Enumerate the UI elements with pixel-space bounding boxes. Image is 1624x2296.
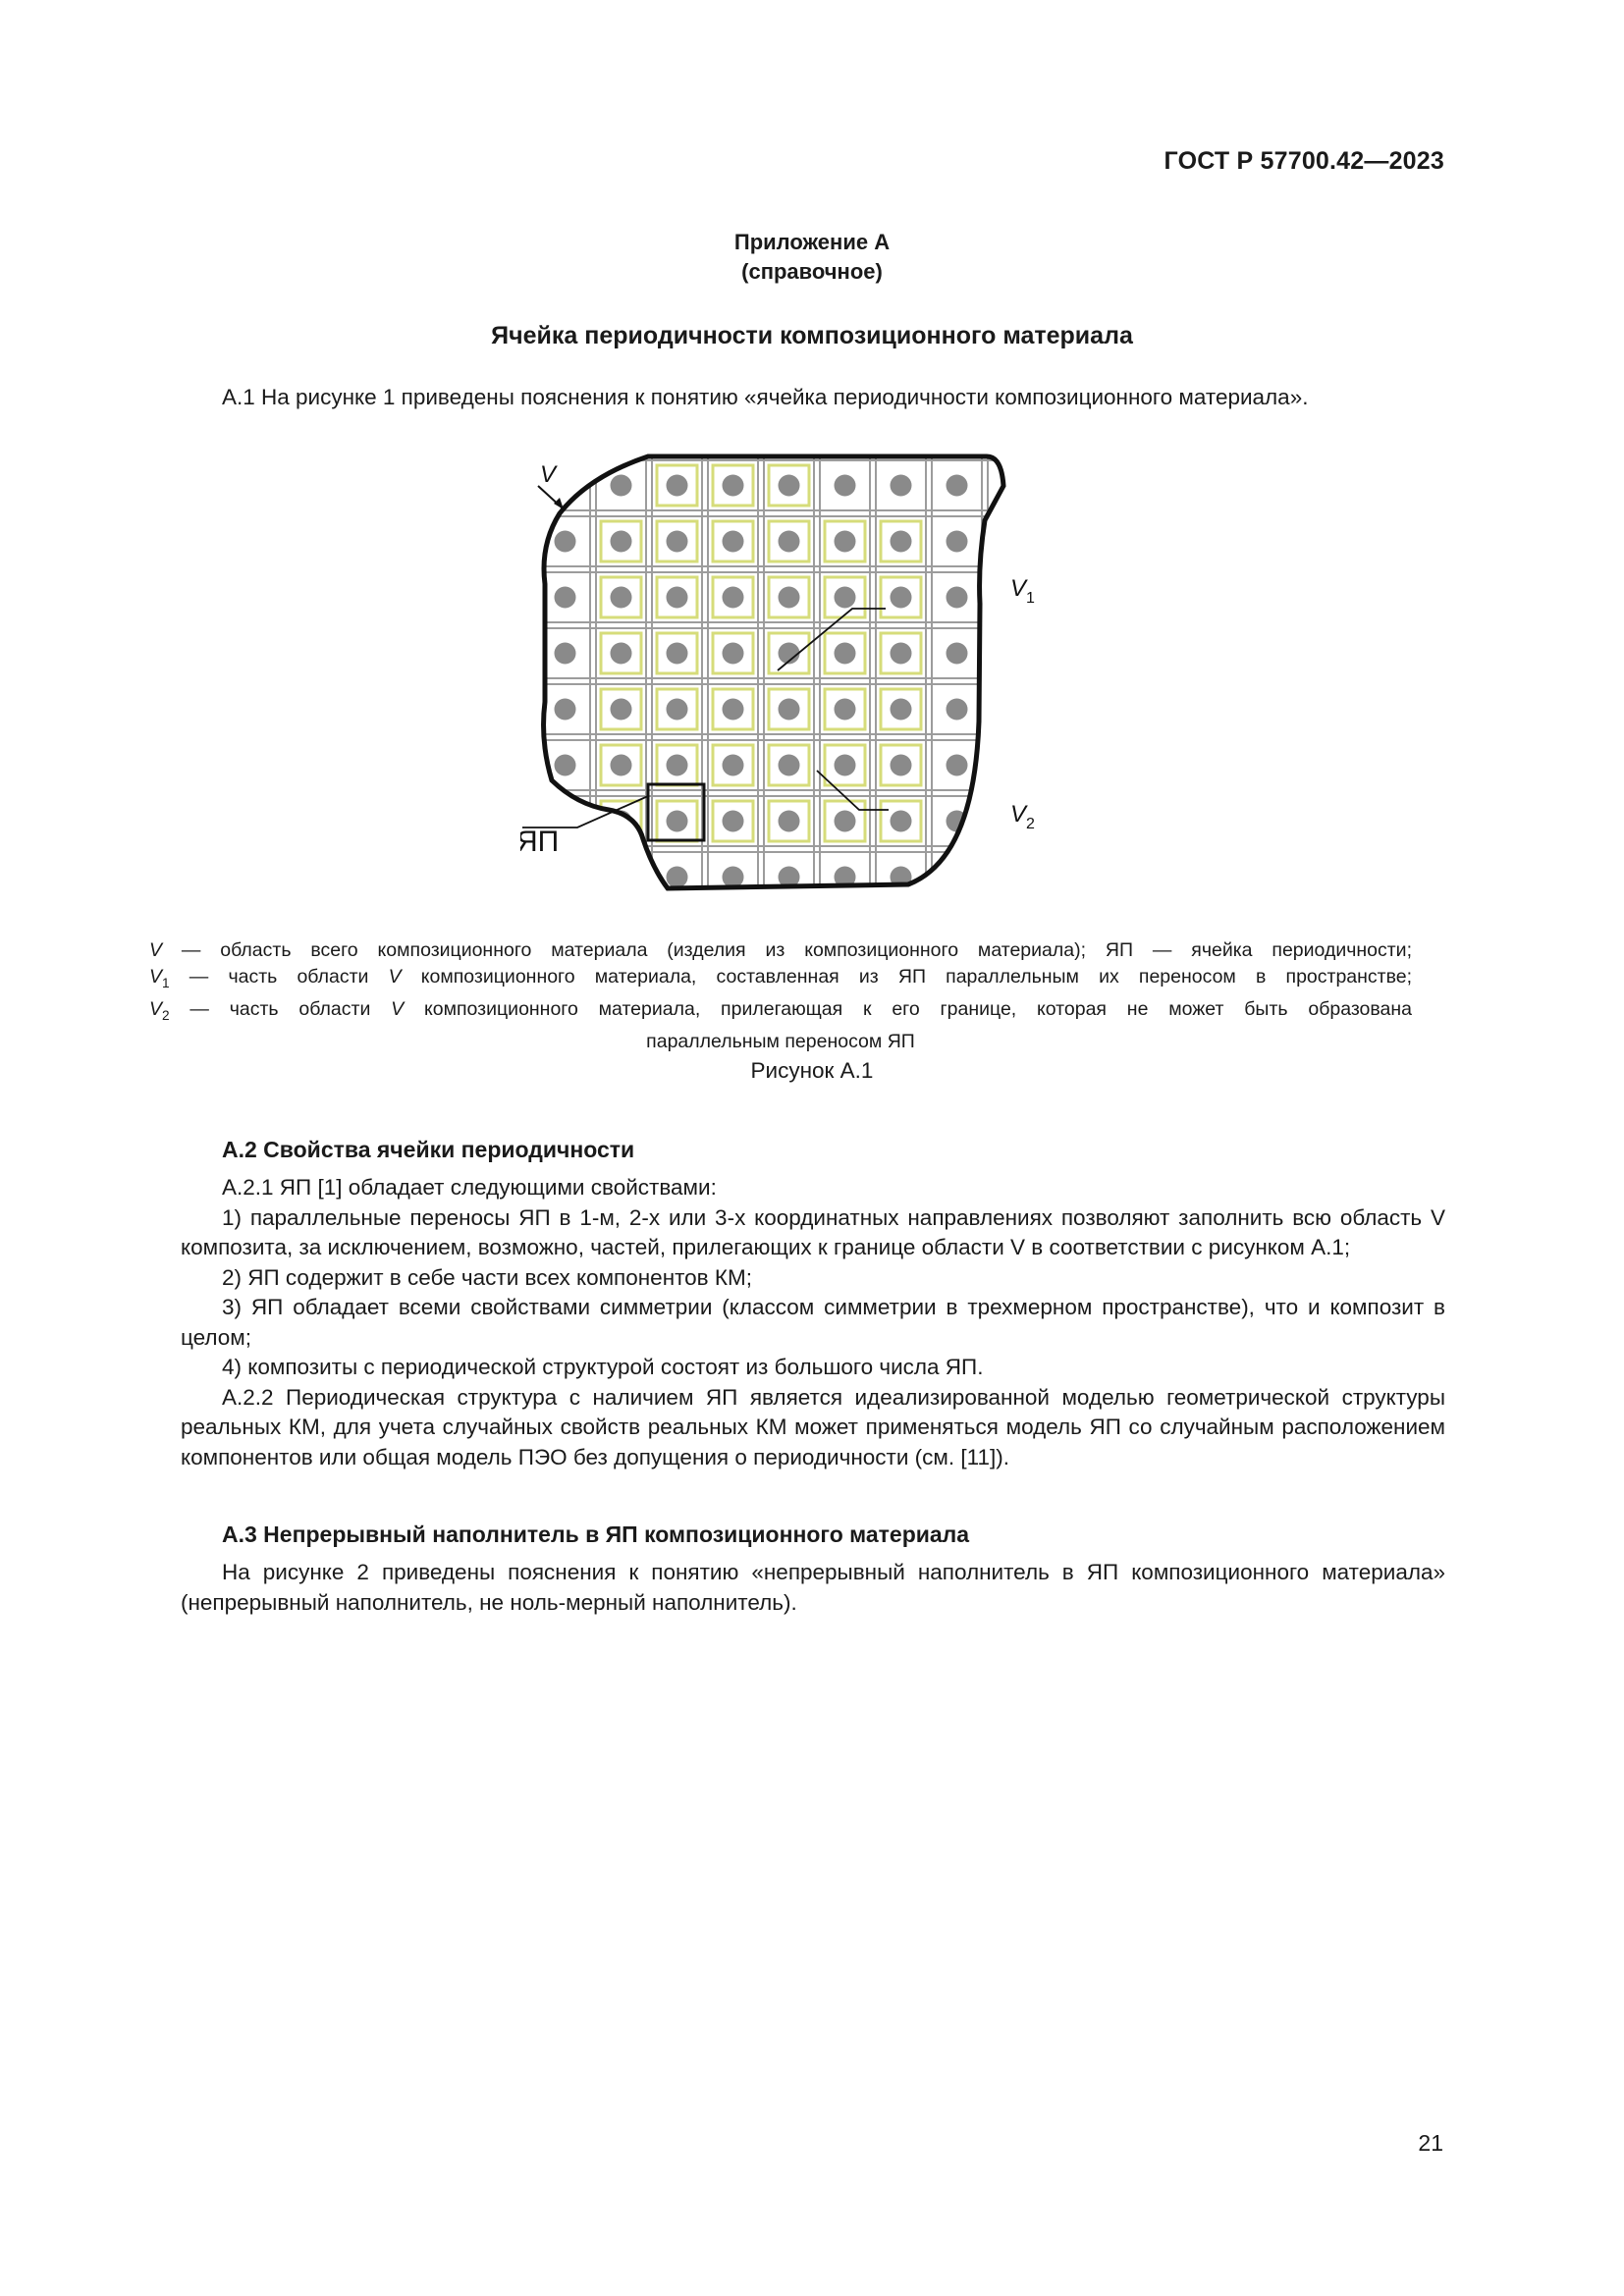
- caption-line-3: [149, 996, 1412, 1029]
- particle: [611, 587, 632, 609]
- particle: [947, 867, 968, 888]
- particle: [667, 699, 688, 721]
- caption-line-1: [149, 937, 1412, 964]
- caption-symbol-v: V: [149, 939, 163, 961]
- particle: [1002, 643, 1024, 665]
- particle: [667, 867, 688, 888]
- particle: [947, 643, 968, 665]
- intro-paragraph: А.1 На рисунке 1 приведены пояснения к понятию «ячейка периодичности композиционного материала».: [222, 385, 1309, 409]
- particle: [947, 475, 968, 497]
- label-v2-subscript: 2: [1026, 816, 1035, 832]
- a2-paragraph-6: А.2.2 Периодическая структура с наличием ЯП является идеализированной моделью геометрической структуры реальных КМ, для учета случайных свойств реальных КМ может применяться модель ЯП со случайным расположением компонентов или общая модель ПЭО без допущения о периодичности (см. [11]).: [181, 1384, 1445, 1469]
- particle: [835, 475, 856, 497]
- caption-sub-2: 2: [162, 1007, 170, 1023]
- particle: [555, 587, 576, 609]
- a2-paragraph-5: 4) композиты с периодической структурой состоят из большого числа ЯП.: [222, 1355, 984, 1379]
- particle: [891, 643, 912, 665]
- label-v1-symbol: V: [1010, 575, 1027, 602]
- particle: [891, 755, 912, 776]
- section-a2-body: [181, 1173, 1445, 1472]
- particle: [835, 699, 856, 721]
- particle: [1002, 699, 1024, 721]
- particle: [667, 531, 688, 553]
- appendix-heading: [0, 228, 1624, 287]
- material-grid: [520, 447, 1051, 908]
- figure-title: Рисунок А.1: [750, 1058, 874, 1083]
- particle: [779, 811, 800, 832]
- caption-text-3b: композиционного материала, прилегающая к его границе, которая не может быть образована: [404, 997, 1412, 1020]
- particle: [555, 643, 576, 665]
- figure-a1: [520, 447, 1051, 908]
- particle: [611, 867, 632, 888]
- particle: [779, 755, 800, 776]
- caption-line-4: параллельным переносом ЯП: [646, 1031, 915, 1053]
- caption-text-2b: композиционного материала, составленная из ЯП параллельным их переносом в пространстве;: [401, 965, 1412, 988]
- particle: [667, 587, 688, 609]
- particle: [723, 643, 744, 665]
- a2-paragraph-1: А.2.1 ЯП [1] обладает следующими свойствами:: [222, 1175, 717, 1200]
- particle: [723, 755, 744, 776]
- particle: [555, 475, 576, 497]
- particle: [611, 755, 632, 776]
- caption-symbol-v-inline-2: V: [391, 997, 405, 1020]
- particle: [611, 643, 632, 665]
- caption-text-1: — область всего композиционного материала (изделия из композиционного материала); ЯП — ячейка периодичности;: [162, 939, 1412, 961]
- particle: [723, 531, 744, 553]
- document-id: ГОСТ Р 57700.42—2023: [1164, 147, 1444, 175]
- particle: [555, 699, 576, 721]
- particle: [555, 755, 576, 776]
- appendix-subtitle: (справочное): [741, 259, 883, 284]
- particle: [555, 531, 576, 553]
- section-a2-heading: А.2 Свойства ячейки периодичности: [222, 1137, 635, 1162]
- label-yap: ЯП: [520, 826, 560, 858]
- caption-line-2: [149, 964, 1412, 996]
- particle: [611, 475, 632, 497]
- particle: [891, 811, 912, 832]
- particle: [1002, 867, 1024, 888]
- particle: [891, 587, 912, 609]
- a2-paragraph-3: 2) ЯП содержит в себе части всех компонентов КМ;: [222, 1264, 752, 1290]
- label-v1-subscript: 1: [1026, 590, 1035, 607]
- particle: [947, 755, 968, 776]
- particle: [779, 587, 800, 609]
- label-v1: [1010, 575, 1035, 607]
- section-title: Ячейка периодичности композиционного материала: [491, 322, 1133, 349]
- caption-text-3a: — часть области: [169, 997, 392, 1020]
- particle: [947, 587, 968, 609]
- a2-paragraph-4: 3) ЯП обладает всеми свойствами симметрии (классом симметрии в трехмерном пространстве), что и композит в целом;: [181, 1295, 1445, 1350]
- particle: [723, 475, 744, 497]
- particle: [891, 475, 912, 497]
- section-a3-heading: А.3 Непрерывный наполнитель в ЯП композиционного материала: [222, 1522, 970, 1547]
- label-v2-symbol: V: [1010, 801, 1027, 828]
- particle: [723, 811, 744, 832]
- particle: [947, 531, 968, 553]
- composite-diagram: [520, 447, 1051, 908]
- leader-v-arrow: [554, 498, 564, 509]
- particle: [1002, 531, 1024, 553]
- particle: [947, 699, 968, 721]
- particle: [835, 587, 856, 609]
- label-v2: [1010, 801, 1035, 832]
- particle: [667, 643, 688, 665]
- particle: [835, 531, 856, 553]
- particle: [555, 867, 576, 888]
- particle: [779, 475, 800, 497]
- particle: [667, 755, 688, 776]
- particle: [667, 811, 688, 832]
- particle: [611, 699, 632, 721]
- label-v: V: [540, 461, 557, 488]
- particle: [835, 811, 856, 832]
- particle: [723, 699, 744, 721]
- appendix-title: Приложение А: [733, 230, 891, 254]
- particle: [723, 867, 744, 888]
- particle: [667, 475, 688, 497]
- a2-paragraph-2: 1) параллельные переносы ЯП в 1-м, 2-х или 3-х координатных направлениях позволяют заполнить всю область V композита, за исключением, возможно, частей, прилегающих к границе области V в соответствии с рисунком А.1;: [181, 1204, 1445, 1259]
- a3-paragraph-1: На рисунке 2 приведены пояснения к понятию «непрерывный наполнитель в ЯП композиционного материала» (непрерывный наполнитель, не ноль-мерный наполнитель).: [181, 1560, 1445, 1615]
- caption-text-2a: — часть области: [169, 965, 389, 988]
- caption-symbol-v1: V: [149, 965, 163, 988]
- caption-sub-1: 1: [162, 975, 170, 990]
- particle: [723, 587, 744, 609]
- particle: [835, 755, 856, 776]
- section-a3-body: [181, 1558, 1445, 1618]
- caption-symbol-v-inline-1: V: [388, 965, 402, 988]
- particle: [835, 643, 856, 665]
- particle: [891, 531, 912, 553]
- caption-symbol-v2: V: [149, 997, 163, 1020]
- page-number: 21: [1418, 2130, 1443, 2156]
- particle: [779, 699, 800, 721]
- particle: [611, 531, 632, 553]
- particle: [779, 531, 800, 553]
- figure-caption: [149, 937, 1412, 1055]
- particle: [891, 699, 912, 721]
- particle: [1002, 755, 1024, 776]
